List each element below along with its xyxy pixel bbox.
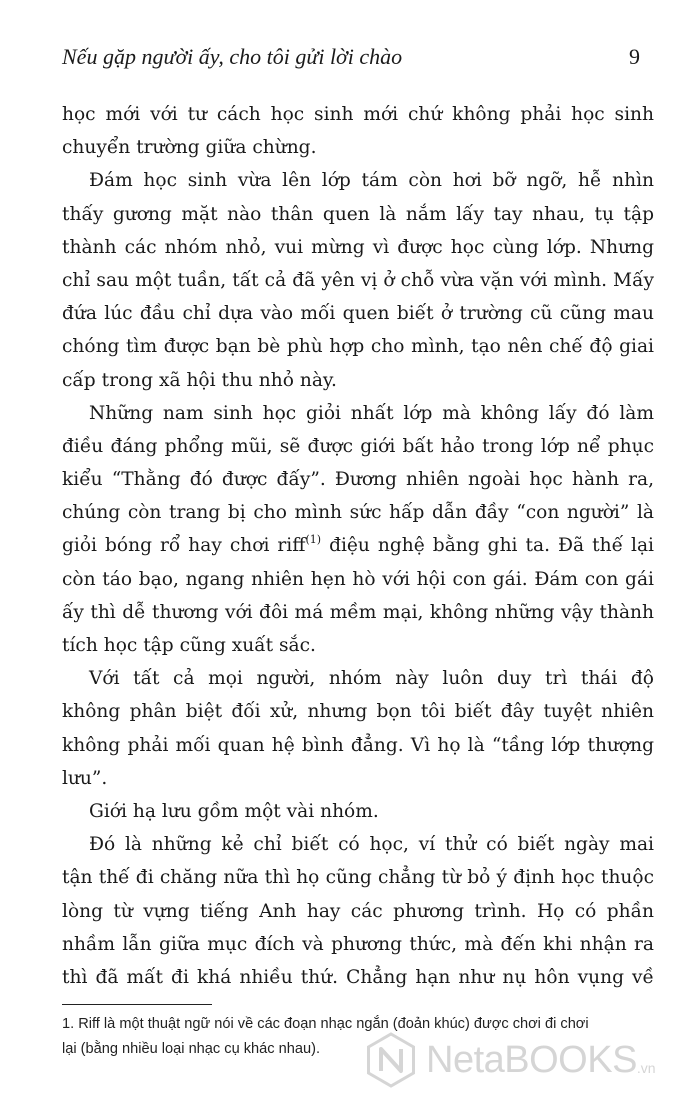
running-header [62, 44, 640, 76]
text-segment: điệu nghệ bằng ghi ta. Đã thế lại [321, 535, 655, 557]
watermark-suffix: .vn [636, 1060, 656, 1076]
text-line: tận thế đi chăng nữa thì họ cũng chẳng từ bỏ ý định học thuộc [62, 867, 654, 889]
text-line: còn táo bạo, ngang nhiên hẹn hò với hội con gái. Đám con gái [62, 568, 654, 590]
text-line: ấy thì dễ thương với đôi má mềm mại, không những vậy thành [62, 601, 654, 623]
text-line: không phân biệt đối xử, nhưng bọn tôi biết đây tuyệt nhiên [62, 701, 654, 723]
footnote-divider [62, 1004, 212, 1005]
text-line: thành các nhóm nhỏ, vui mừng vì được học cùng lớp. Nhưng [62, 236, 654, 258]
text-line: lưu”. [62, 767, 108, 789]
text-line: chỉ sau một tuần, tất cả đã yên vị ở chỗ vừa vặn với mình. Mấy [62, 269, 654, 291]
text-line: lòng từ vựng tiếng Anh hay các phương trình. Họ có phần [62, 900, 654, 922]
text-line: không phải mối quan hệ bình đẳng. Vì họ là “tầng lớp thượng [62, 734, 654, 756]
watermark-brand: NetaBOOKS [426, 1038, 637, 1081]
text-line: Đám học sinh vừa lên lớp tám còn hơi bỡ ngỡ, hễ nhìn [89, 170, 654, 192]
page-number: 9 [629, 44, 640, 69]
watermark [362, 1030, 656, 1090]
book-title: Nếu gặp người ấy, cho tôi gửi lời chào [62, 44, 403, 69]
text-line: cấp trong xã hội thu nhỏ này. [62, 369, 337, 391]
body-text [62, 98, 654, 994]
text-line: thấy gương mặt nào thân quen là nắm lấy tay nhau, tụ tập [62, 203, 654, 225]
footnote-line: lại (bằng nhiều loại nhạc cụ khác nhau). [62, 1041, 320, 1057]
text-line: Giới hạ lưu gồm một vài nhóm. [89, 800, 379, 822]
text-line: kiểu “Thằng đó được đấy”. Đương nhiên ngoài học hành ra, [62, 469, 654, 491]
footnote-line: 1. Riff là một thuật ngữ nói về các đoạn nhạc ngắn (đoản khúc) được chơi đi chơi [62, 1016, 589, 1032]
text-line: điều đáng phổng mũi, sẽ được giới bất hảo trong lớp nể phục [62, 435, 654, 457]
text-line: đứa lúc đầu chỉ dựa vào mối quen biết ở trường cũ cũng mau [62, 303, 654, 325]
text-line: nhầm lẫn giữa mục đích và phương thức, mà đến khi nhận ra [62, 933, 654, 955]
text-line: Với tất cả mọi người, nhóm này luôn duy trì thái độ [89, 668, 654, 690]
text-line: chuyển trường giữa chừng. [62, 137, 317, 159]
text-line: chúng còn trang bị cho mình sức hấp dẫn đầy “con người” là [62, 502, 654, 524]
text-line: tích học tập cũng xuất sắc. [62, 635, 316, 656]
text-line: Đó là những kẻ chỉ biết có học, ví thử có biết ngày mai [89, 834, 654, 856]
text-segment: giỏi bóng rổ hay chơi riff [62, 535, 306, 557]
text-line: chóng tìm được bạn bè phù hợp cho mình, tạo nên chế độ giai [62, 336, 654, 358]
text-line-with-footnote [62, 529, 654, 562]
text-line: Những nam sinh học giỏi nhất lớp mà không lấy đó làm [89, 402, 654, 424]
netabooks-logo-icon [362, 1031, 420, 1089]
text-line: thì đã mất đi khá nhiều thứ. Chẳng hạn như nụ hôn vụng về [62, 966, 654, 988]
footnote-marker: (1) [305, 533, 322, 547]
text-line: học mới với tư cách học sinh mới chứ không phải học sinh [62, 104, 654, 125]
